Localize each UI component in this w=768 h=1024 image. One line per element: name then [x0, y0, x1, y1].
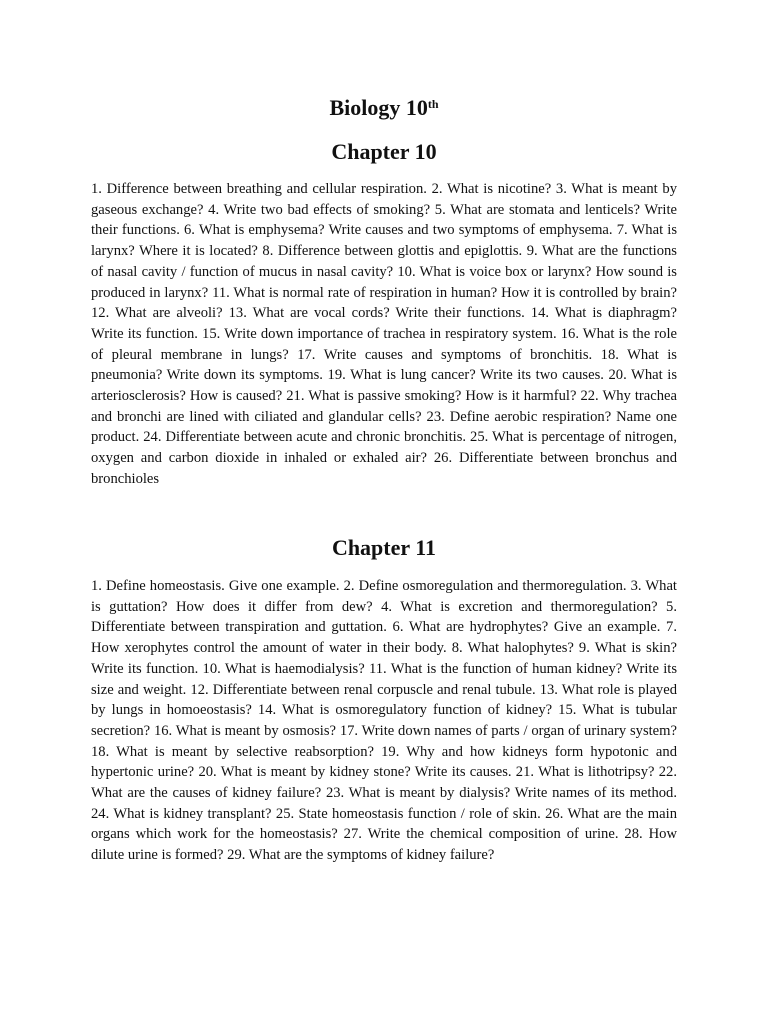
document-title-superscript: th	[427, 97, 439, 111]
chapter-10-questions: 1. Difference between breathing and cellular respiration. 2. What is nicotine? 3. What is meant by gaseous exchange? 4. Write two bad effects of smoking? 5. What are stomata and lenticels? Write their functions. 6. What is emphysema? Write causes and two symptoms of emphysema. 7. What is larynx? Where it is located? 8. Difference between glottis and epiglottis. 9. What are the functions of nasal cavity / function of mucus in nasal cavity? 10. What is voice box or larynx? How sound is produced in larynx? 11. What is normal rate of respiration in human? How it is controlled by brain? 12. What are alveoli? 13. What are vocal cords? Write their functions. 14. What is diaphragm? Write its function. 15. Write down importance of trachea in respiratory system. 16. What is the role of pleural membrane in lungs? 17. Write causes and symptoms of bronchitis. 18. What is pneumonia? Write down its symptoms. 19. What is lung cancer? Write its two causes. 20. What is arteriosclerosis? How is caused? 21. What is passive smoking? How is it harmful? 22. Why trachea and bronchi are lined with ciliated and glandular cells? 23. Define aerobic respiration? Name one product. 24. Differentiate between acute and chronic bronchitis. 25. What is percentage of nitrogen, oxygen and carbon dioxide in inhaled or exhaled air? 26. Differentiate between bronchus and bronchioles	[91, 181, 677, 487]
chapter-11-heading: Chapter 11	[331, 535, 437, 560]
document-title-text: Biology 10	[329, 95, 428, 120]
document-title	[0, 94, 768, 122]
chapter-10-heading: Chapter 10	[331, 139, 437, 164]
chapter-11-questions: 1. Define homeostasis. Give one example. 2. Define osmoregulation and thermoregulation. 3. What is guttation? How does it differ from dew? 4. What is excretion and thermoregulation? 5. Differentiate between transpiration and guttation. 6. What are hydrophytes? Give an example. 7. How xerophytes control the amount of water in their body. 8. What halophytes? 9. What is skin? Write its function. 10. What is haemodialysis? 11. What is the function of human kidney? Write its size and weight. 12. Differentiate between renal corpuscle and renal tubule. 13. What role is played by lungs in homoeostasis? 14. What is osmoregulatory function of kidney? 15. What is tubular secretion? 16. What is meant by osmosis? 17. Write down names of parts / organ of urinary system? 18. What is meant by selective reabsorption? 19. Why and how kidneys form hypotonic and hypertonic urine? 20. What is meant by kidney stone? Write its causes. 21. What is lithotripsy? 22. What are the causes of kidney failure? 23. What is meant by dialysis? Write names of its method. 24. What is kidney transplant? 25. State homeostasis function / role of skin. 26. What are the main organs which work for the homeostasis? 27. Write the chemical composition of urine. 28. How dilute urine is formed? 29. What are the symptoms of kidney failure?	[91, 578, 677, 864]
